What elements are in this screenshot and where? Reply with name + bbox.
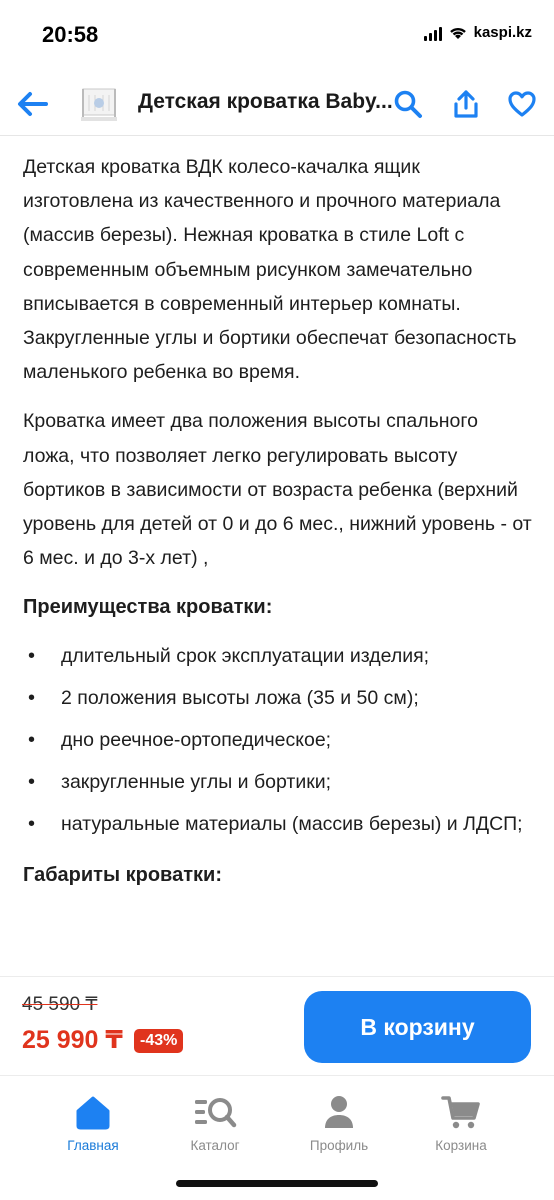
list-item: • закругленные углы и бортики; (23, 765, 533, 799)
page-title: Детская кроватка Baby... (138, 90, 393, 113)
arrow-back-icon (16, 90, 48, 118)
advantages-list (23, 639, 533, 842)
favorite-button[interactable] (502, 84, 542, 124)
home-indicator (176, 1180, 378, 1187)
description-paragraph: Кроватка имеет два положения высоты спального ложа, что позволяет легко регулировать высоту бортиков в зависимости от возраста ребенка (верхний уровень для детей от 0 и до 6 мес., нижний уровень - от 6 мес. и до 3-х лет) , (23, 410, 532, 570)
product-description (23, 150, 533, 906)
status-bar (0, 0, 554, 70)
advantages-heading: Преимущества кроватки: (23, 596, 273, 619)
list-item: • натуральные материалы (массив березы) и ЛДСП; (23, 807, 533, 841)
list-item: • 2 положения высоты ложа (35 и 50 см); (23, 681, 533, 715)
status-time: 20:58 (42, 22, 99, 47)
home-icon (38, 1092, 148, 1132)
tab-cart[interactable] (406, 1092, 516, 1153)
product-header (0, 70, 554, 136)
share-button[interactable] (446, 84, 486, 124)
tab-catalog[interactable] (160, 1092, 270, 1153)
tab-label: Профиль (309, 1138, 369, 1153)
crib-image (77, 81, 121, 125)
profile-icon (284, 1092, 394, 1132)
discount-badge: -43% (134, 1029, 183, 1053)
add-to-cart-button[interactable]: В корзину (304, 991, 531, 1063)
status-site: kaspi.kz (473, 24, 532, 41)
dimensions-heading: Габариты кроватки: (23, 863, 222, 886)
price-bar (0, 976, 554, 1076)
list-item: • дно реечное-ортопедическое; (23, 723, 533, 757)
back-button[interactable] (12, 84, 52, 124)
status-icons (424, 24, 532, 41)
heart-icon (507, 90, 537, 118)
product-thumbnail[interactable] (72, 78, 126, 128)
old-price: 45 590 ₸ (22, 994, 98, 1015)
tab-profile[interactable] (284, 1092, 394, 1153)
tab-label: Корзина (435, 1138, 487, 1153)
cart-icon (406, 1092, 516, 1132)
catalog-icon (160, 1092, 270, 1132)
description-paragraph: Детская кроватка ВДК колесо-качалка ящик изготовлена из качественного и прочного материала (массив березы). Нежная кроватка в стиле Loft с современным объемным рисунком замечательно вписывается в современный интерьер комнаты. Закругленные углы и бортики обеспечат безопасность маленького ребенка во время. (23, 156, 517, 384)
tab-label: Каталог (190, 1138, 240, 1153)
tab-label: Главная (67, 1138, 119, 1153)
tab-home[interactable] (38, 1092, 148, 1153)
share-icon (452, 89, 480, 119)
signal-icon (424, 25, 442, 41)
list-item: • длительный срок эксплуатации изделия; (23, 639, 533, 673)
wifi-icon (448, 25, 468, 41)
new-price: 25 990 ₸ (22, 1026, 123, 1054)
search-icon (393, 89, 423, 119)
search-button[interactable] (388, 84, 428, 124)
